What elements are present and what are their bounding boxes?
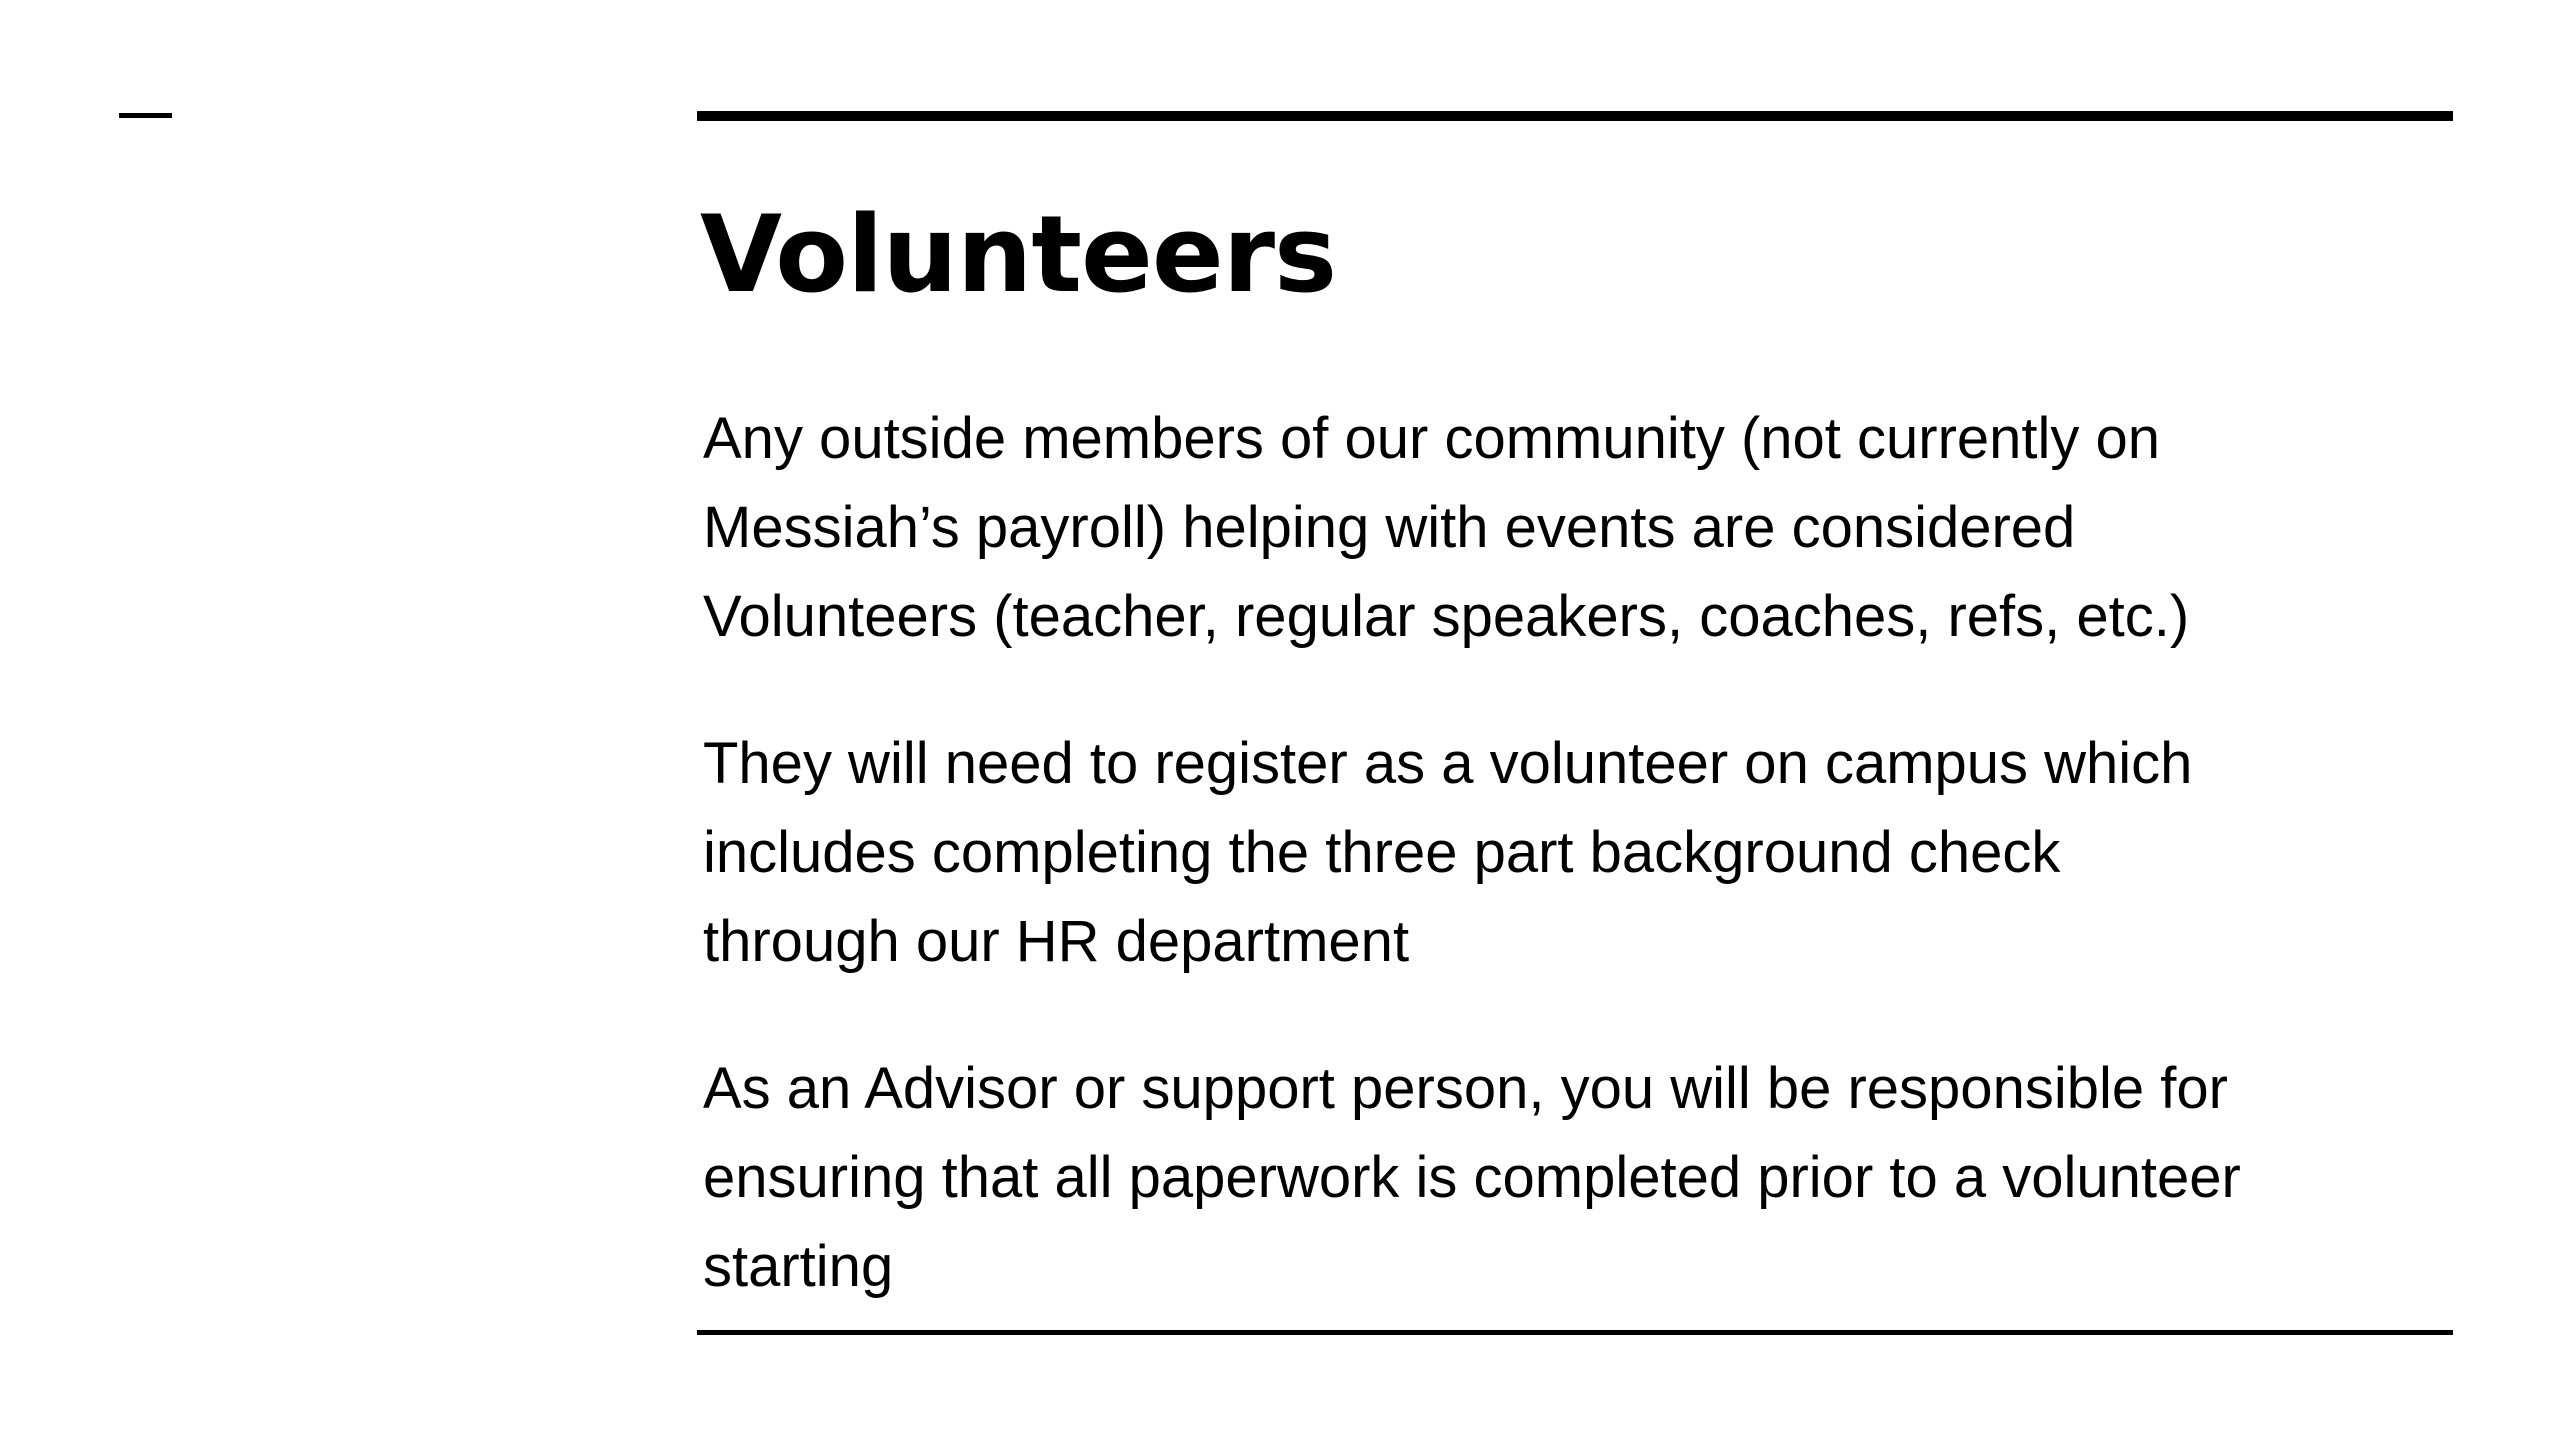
paragraph-line: starting	[703, 1234, 894, 1299]
paragraph-line: Messiah’s payroll) helping with events are considered	[703, 495, 2076, 560]
slide-title: Volunteers	[700, 193, 1337, 316]
paragraph-advisor-responsibility	[703, 1044, 2448, 1311]
corner-dash-decoration	[119, 113, 172, 118]
top-divider	[697, 111, 2453, 121]
paragraph-line: ensuring that all paperwork is completed prior to a volunteer	[703, 1145, 2241, 1210]
paragraph-line: As an Advisor or support person, you will be responsible for	[703, 1056, 2228, 1121]
paragraph-line: through our HR department	[703, 909, 1410, 974]
paragraph-volunteer-definition	[703, 394, 2448, 661]
paragraph-line: includes completing the three part background check	[703, 820, 2061, 885]
bottom-divider	[697, 1330, 2453, 1335]
slide-body	[703, 394, 2448, 1311]
paragraph-registration	[703, 719, 2448, 986]
paragraph-line: Volunteers (teacher, regular speakers, coaches, refs, etc.)	[703, 584, 2190, 649]
paragraph-line: They will need to register as a volunteer on campus which	[703, 731, 2193, 796]
paragraph-line: Any outside members of our community (not currently on	[703, 406, 2161, 471]
